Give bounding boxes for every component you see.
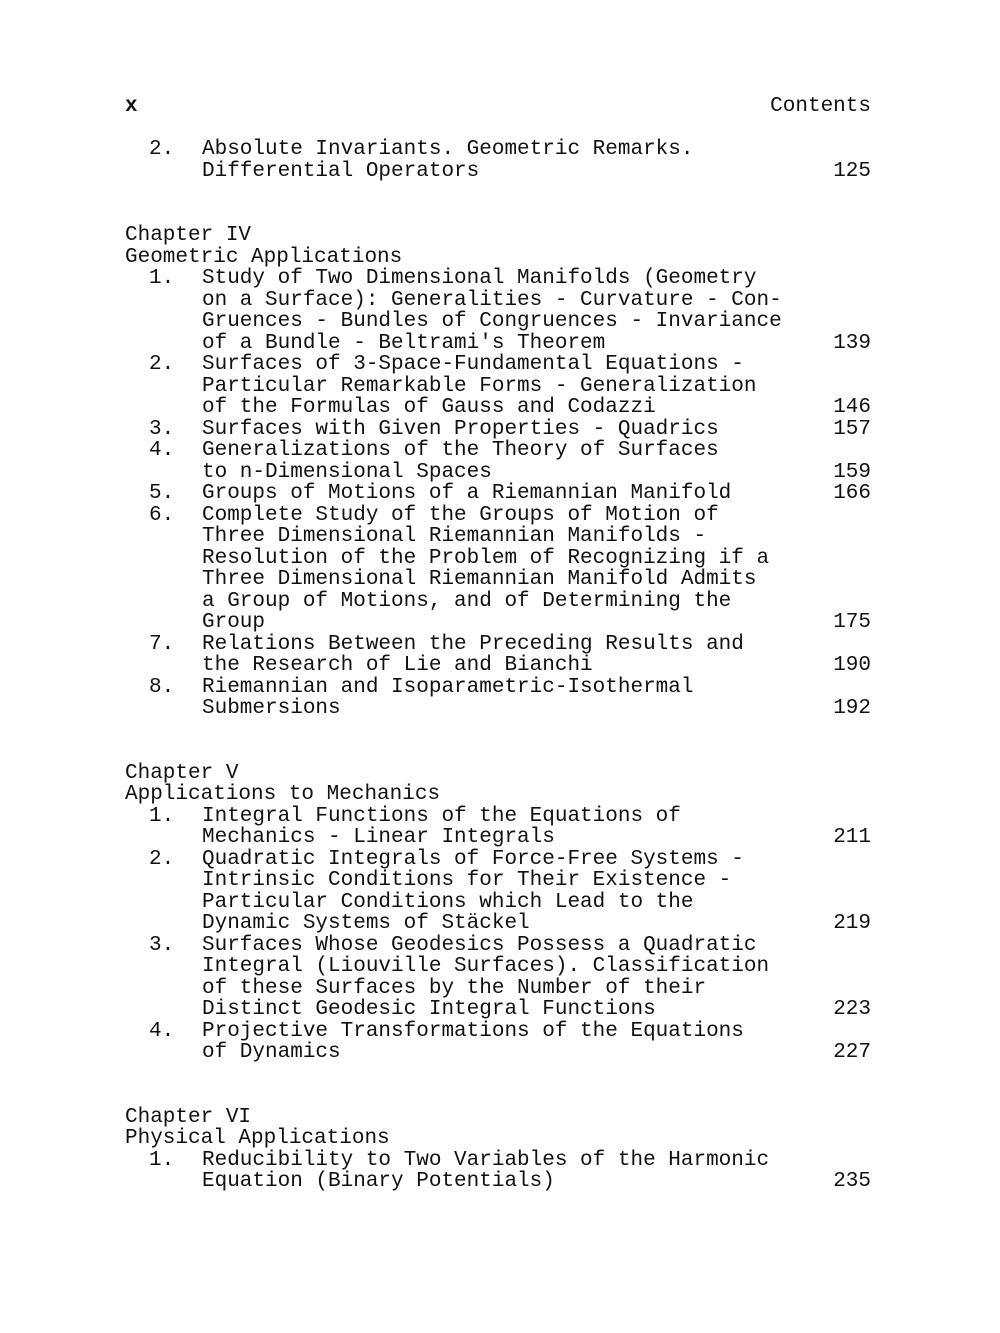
entry-number: 4.	[149, 1019, 175, 1043]
entry-number: 3.	[149, 933, 175, 957]
entry-page-number: 125	[833, 159, 871, 183]
entry-page-number: 166	[833, 482, 871, 505]
toc-entry	[125, 139, 871, 182]
entry-page-number: 219	[833, 912, 871, 935]
entry-title: Quadratic Integrals of Force-Free Systems - Intrinsic Conditions for Their Existence - Particular Conditions which Lead to the Dynamic Systems of Stäckel	[202, 847, 744, 935]
toc-entry	[125, 419, 871, 441]
entry-page-number: 192	[833, 697, 871, 720]
toc-entry	[125, 935, 871, 1021]
entry-page-number: 211	[833, 826, 871, 849]
chapter-continued	[125, 139, 871, 182]
toc-entry	[125, 483, 871, 505]
chapter-title: Applications to Mechanics	[125, 783, 441, 806]
entry-number: 1.	[149, 1148, 175, 1172]
toc-entry	[125, 806, 871, 849]
entry-title: Riemannian and Isoparametric-Isothermal Submersions	[202, 675, 694, 720]
entry-number: 1.	[149, 267, 175, 290]
page-number: x	[125, 95, 138, 118]
entry-page-number: 157	[833, 417, 871, 441]
entry-number: 7.	[149, 632, 175, 656]
chapter-title: Physical Applications	[125, 1127, 390, 1150]
toc-entry	[125, 1150, 871, 1193]
entry-title: Reducibility to Two Variables of the Harmonic Equation (Binary Potentials)	[202, 1148, 770, 1193]
chapter-label: Chapter IV	[125, 224, 252, 247]
toc-entry	[125, 677, 871, 720]
entry-title: Study of Two Dimensional Manifolds (Geometry on a Surface): Generalities - Curvature - Con- Gruences - Bundles of Congruences - Invariance of a Bundle - Beltrami's Theorem	[202, 267, 782, 355]
entry-number: 2.	[149, 353, 175, 376]
toc-entry	[125, 634, 871, 677]
entry-page-number: 175	[833, 611, 871, 634]
entry-title: Surfaces with Given Properties - Quadrics	[202, 417, 719, 441]
toc-entry	[125, 354, 871, 419]
entry-page-number: 223	[833, 998, 871, 1021]
chapter-label: Chapter V	[125, 761, 239, 785]
toc-entry	[125, 849, 871, 935]
entry-page-number: 235	[833, 1170, 871, 1193]
entry-title: Relations Between the Preceding Results and the Research of Lie and Bianchi	[202, 632, 744, 677]
entry-title: Generalizations of the Theory of Surfaces to n-Dimensional Spaces	[202, 439, 719, 484]
toc-entry	[125, 1021, 871, 1064]
entry-page-number: 227	[833, 1041, 871, 1064]
entry-number: 4.	[149, 439, 175, 462]
entry-title: Absolute Invariants. Geometric Remarks. Differential Operators	[202, 138, 694, 183]
entry-title: Surfaces Whose Geodesics Possess a Quadratic Integral (Liouville Surfaces). Classification of these Surfaces by the Number of their Distinct Geodesic Integral Functions	[202, 933, 770, 1021]
entry-title: Complete Study of the Groups of Motion of Three Dimensional Riemannian Manifolds - Resolution of the Problem of Recognizing if a Three Dimensional Riemannian Manifold Admits a Group of Motions, and of Determining the Group	[202, 503, 770, 634]
entry-number: 2.	[149, 847, 175, 871]
entry-number: 8.	[149, 675, 175, 699]
toc-entry	[125, 268, 871, 354]
chapter-v	[125, 763, 871, 1064]
chapter-title: Geometric Applications	[125, 245, 403, 269]
toc-entry	[125, 505, 871, 634]
running-head	[125, 96, 871, 120]
entry-title: Surfaces of 3-Space-Fundamental Equations - Particular Remarkable Forms - Generalization of the Formulas of Gauss and Codazzi	[202, 353, 757, 419]
entry-number: 1.	[149, 804, 175, 828]
entry-page-number: 139	[833, 331, 871, 355]
entry-page-number: 146	[833, 396, 871, 419]
entry-title: Groups of Motions of a Riemannian Manifold	[202, 482, 732, 505]
table-of-contents	[125, 139, 871, 1193]
entry-number: 3.	[149, 417, 175, 441]
entry-page-number: 159	[833, 460, 871, 484]
toc-entry	[125, 440, 871, 483]
entry-page-number: 190	[833, 654, 871, 677]
entry-title: Projective Transformations of the Equations of Dynamics	[202, 1019, 744, 1064]
chapter-vi	[125, 1107, 871, 1193]
chapter-label: Chapter VI	[125, 1105, 252, 1129]
entry-number: 6.	[149, 503, 175, 527]
entry-title: Integral Functions of the Equations of Mechanics - Linear Integrals	[202, 804, 681, 849]
entry-number: 2.	[149, 138, 175, 161]
entry-number: 5.	[149, 482, 175, 505]
chapter-iv	[125, 225, 871, 720]
running-title: Contents	[770, 95, 871, 118]
